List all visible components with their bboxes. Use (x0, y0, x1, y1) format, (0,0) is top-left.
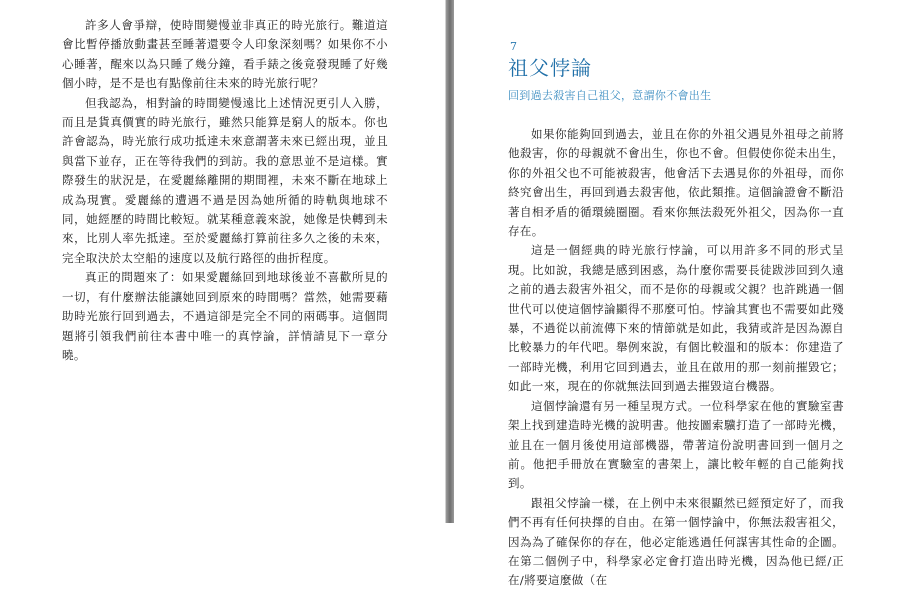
left-paragraph-3: 真正的問題來了：如果愛麗絲回到地球後並不喜歡所見的一切，有什麼辦法能讓她回到原來的時間嗎？當然，她需要藉助時光旅行回到過去，不過這卻是完全不同的兩碼事。這個問題將引領我們前往本書中唯一的真悖論，詳情請見下一章分曉。 (62, 270, 388, 362)
left-page (0, 0, 446, 523)
right-page (454, 0, 900, 588)
left-paragraph-1: 許多人會爭辯，使時間變慢並非真正的時光旅行。難道這會比暫停播放動畫甚至睡著還要令人印象深刻嗎？如果你不小心睡著，醒來以為只睡了幾分鐘，看手錶之後竟發現睡了好幾個小時，是不是也有點像前往未來的時光旅行呢？ (62, 18, 388, 91)
right-paragraph-1: 如果你能夠回到過去，並且在你的外祖父遇見外祖母之前將他殺害，你的母親就不會出生，你也不會。但假使你從未出生，你的外祖父也不可能被殺害，他會活下去遇見你的外祖母，而你終究會出生，再回到過去殺害他，依此類推。這個論證會不斷沿著自相矛盾的循環繞圈圈。看來你無法殺死外祖父，因為你一直存在。 (508, 127, 844, 239)
page-divider (446, 0, 454, 523)
chapter-number: 7 (510, 40, 517, 53)
right-paragraph-3: 這個悖論還有另一種呈現方式。一位科學家在他的實驗室書架上找到建造時光機的說明書。他按圖索驥打造了一部時光機，並且在一個月後使用這部機器，帶著這份說明書回到一個月之前。他把手冊放在實驗室的書架上，讓比較年輕的自己能夠找到。 (508, 398, 844, 491)
right-paragraph-2: 這是一個經典的時光旅行悖論，可以用許多不同的形式呈現。比如說，我總是感到困惑，為什麼你需要長徒跋涉回到久遠之前的過去殺害外祖父，而不是你的母親或父親？也許跳過一個世代可以使這個悖論顯得不那麼可怕。悖論其實也不需要如此殘暴，不過從以前流傳下來的情節就是如此，我猜或許是因為源自比較暴力的年代吧。舉例來說，有個比較溫和的版本：你建造了一部時光機，利用它回到過去，並且在啟用的那一刻前摧毀它；如此一來，現在的你就無法回到過去摧毀這台機器。 (508, 243, 844, 394)
right-paragraph-4: 跟祖父悖論一樣，在上例中未來很顯然已經預定好了，而我們不再有任何抉擇的自由。在第一個悖論中，你無法殺害祖父，因為為了確保你的存在，他必定能逃過任何謀害其性命的企圖。在第二個例子中，科學家必定會打造出時光機，因為他已經/正在/將要這麼做（在 (508, 495, 844, 588)
chapter-title: 祖父悖論 (508, 56, 592, 80)
left-paragraph-2: 但我認為，相對論的時間變慢遠比上述情況更引人入勝，而且是貨真價實的時光旅行，雖然只能算是窮人的版本。你也許會認為，時光旅行成功抵達未來意謂著未來已經出現，並且與當下並存，正在等待我們的到訪。我的意思並不是這樣。實際發生的狀況是，在愛麗絲離開的期間裡，未來不斷在地球上成為現實。愛麗絲的遭遇不過是因為她所循的時軌與地球不同，她經歷的時間比較短。就某種意義來說，她像是快轉到未來，比別人率先抵達。至於愛麗絲打算前往多久之後的未來，完全取決於太空船的速度以及航行路徑的曲折程度。 (62, 95, 388, 265)
chapter-subtitle: 回到過去殺害自己祖父，意謂你不會出生 (508, 89, 712, 102)
